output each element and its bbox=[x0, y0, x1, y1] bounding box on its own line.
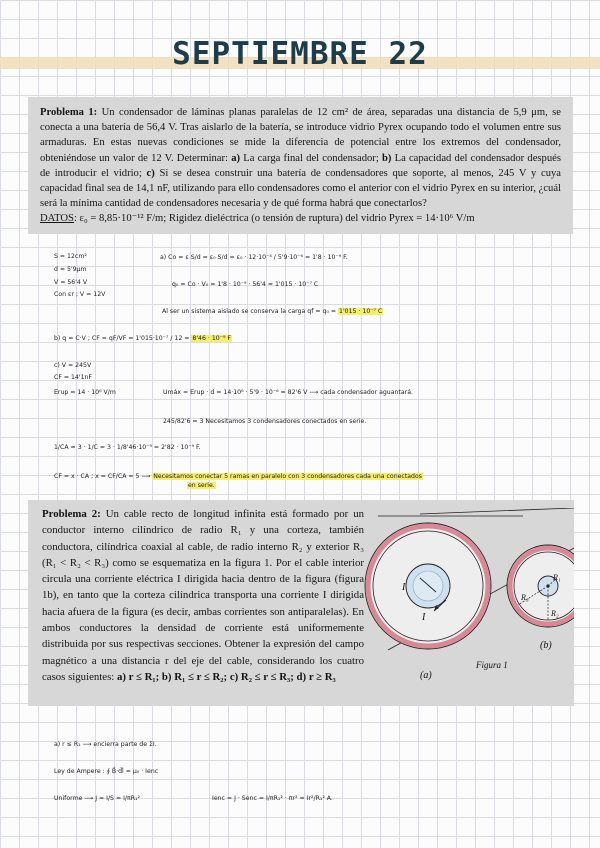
part-c-text: Si se desea construir una batería de condensadores que soporte, al menos, 245 V y cuya capacidad final sea de 14,1 nF, utilizando para ello condensadores como el anterior con el vidrio Pyrex en su interior, ¿cuál será la mínima cantidad de condensadores necesaria y de qué forma habrá que conectarlos? bbox=[40, 167, 561, 210]
label-I-inner: I bbox=[402, 582, 406, 593]
problem-2-statement: Un cable recto de longitud infinita está formado por un conductor interno cilíndrico de radio R₁ y una corteza, también conductora, cilíndrica coaxial al cable, de radio interno R₂ y exterior R₃ (R₁ < R₂ < R₃) como se esquematiza en la figura 1. Por el cable interior circula una corriente eléctrica I dirigida hacia dentro de la figura (figura 1b), en tanto que la corteza cilíndrica transporta una corriente I dirigida hacia afuera de la figura (es decir, ambas corrientes son antiparalelas). En ambos conductores la densidad de corriente está uniformemente distribuida por sus respectivas secciones. Obtener la expresión del campo magnético a una distancia r del eje del cable, considerando los cuatro casos siguientes: bbox=[42, 508, 364, 683]
part-a-label: a) bbox=[231, 152, 241, 164]
part-c-label: c) bbox=[146, 167, 155, 179]
label-R1: R₁ bbox=[553, 573, 561, 582]
part-a-text: La carga final del condensador; bbox=[243, 152, 379, 164]
given-c-v: c) V = 245V bbox=[54, 362, 92, 369]
given-er: Con εr ; V = 12V bbox=[54, 291, 106, 298]
data-label: DATOS bbox=[40, 213, 74, 225]
problem-1-label: Problema 1: bbox=[40, 107, 98, 118]
problem-2-text bbox=[42, 506, 364, 685]
problem-2-cases: a) r ≤ R₁; b) R₁ ≤ r ≤ R₂; c) R₂ ≤ r ≤ R₃; d) r ≥ R₃ bbox=[116, 670, 336, 683]
figure-1-coaxial-cable bbox=[358, 508, 574, 698]
highlight-charge: 1'015 · 10⁻⁷ C bbox=[339, 308, 383, 315]
label-R3: R₃ bbox=[521, 593, 529, 602]
label-I-outer: I bbox=[422, 612, 426, 623]
given-v: V = 56'4 V bbox=[54, 279, 88, 286]
solution2-ampere-law: Ley de Ampere : ∮ B⃗·d⃗l = μ₀ · Ienc bbox=[54, 768, 159, 775]
data-text: : ε₀ = 8,85·10⁻¹² F/m; Rigidez dieléctrica (o tensión de ruptura) del vidrio Pyrex = 14·10⁶ V/m bbox=[73, 213, 475, 225]
solution-c-branches-2: en serie. bbox=[188, 482, 215, 489]
highlight-conclusion: Necesitamos conectar 5 ramas en paralelo con 3 condensadores cada una conectados bbox=[153, 473, 422, 480]
figure-caption: Figura 1 bbox=[476, 660, 508, 670]
given-d: d = 5'9μm bbox=[54, 266, 87, 273]
solution-a-charge: q₀ = Co · V₀ = 1'8 · 10⁻⁹ · 56'4 = 1'015 · 10⁻⁷ C bbox=[172, 281, 319, 288]
label-figure-b: (b) bbox=[540, 640, 552, 651]
solution-c-ca: 1/CA = 3 · 1/C = 3 · 1/8'46·10⁻⁹ = 2'82 · 10⁻⁹ F. bbox=[54, 444, 201, 451]
solution-c-series: 245/82'6 = 3 Necesitamos 3 condensadores conectados en serie. bbox=[163, 418, 367, 425]
problem-1-box bbox=[28, 97, 573, 234]
highlight-capacitance: 8'46 · 10⁻⁹ F bbox=[192, 335, 231, 342]
given-c-cf: CF = 14'1nF bbox=[54, 374, 92, 381]
problem-1-intro: Un condensador de láminas planas paralelas de 12 cm² de área, separadas una distancia de 5,9 μm, se conecta a una batería de 56,4 V. Tras aislarlo de la batería, se introduce vidrio Pyrex ocupando todo el volumen entre sus armaduras. En estas nuevas condiciones se mide la diferencia de potencial entre los extremos del condensador, obteniéndose un valor de 12 V. Determinar: bbox=[40, 107, 561, 164]
problem-2-label: Problema 2: bbox=[42, 508, 101, 520]
solution-c-umax: Umáx = Erup · d = 14·10⁶ · 5'9 · 10⁻⁶ = 82'6 V ⟶ cada condensador aguantará. bbox=[163, 389, 413, 396]
solution-c-branches: CF = x · CA ; x = CF/CA = 5 ⟶ Necesitamos conectar 5 ramas en paralelo con 3 condensadores cada una conectados bbox=[54, 473, 422, 480]
solution2-case-a: a) r ≤ R₁ ⟶ encierra parte de ΣI. bbox=[54, 741, 157, 748]
solution-a-capacitance: a) Co = ε S/d = ε₀ S/d = ε₀ · 12·10⁻⁴ / 5'9·10⁻⁶ = 1'8 · 10⁻⁹ F. bbox=[160, 254, 348, 261]
label-figure-a: (a) bbox=[420, 670, 432, 681]
problem-2-box bbox=[28, 500, 574, 706]
solution-a-conclusion: Al ser un sistema aislado se conserva la carga qf = q₀ = 1'015 · 10⁻⁷ C bbox=[162, 308, 383, 315]
solution2-enclosed-current: Ienc = J · Senc = I/πR₁² · πr² = Ir²/R₁² A. bbox=[212, 795, 333, 802]
part-b-text: La capacidad del condensador después de introducir el vidrio; bbox=[40, 152, 561, 179]
label-R2: R₂ bbox=[551, 609, 559, 618]
solution-b: b) q = C·V ; CF = qF/VF = 1'015·10⁻⁷ / 12 = 8'46 · 10⁻⁹ F bbox=[54, 335, 231, 342]
part-b-label: b) bbox=[381, 152, 392, 164]
given-s: S = 12cm² bbox=[54, 253, 87, 260]
solution2-current-density: Uniforme ⟶ J = I/S = I/πR₁² bbox=[54, 795, 140, 802]
given-c-erup: Erup = 14 · 10⁶ V/m bbox=[54, 389, 116, 396]
page-title: SEPTIEMBRE 22 bbox=[172, 36, 428, 72]
